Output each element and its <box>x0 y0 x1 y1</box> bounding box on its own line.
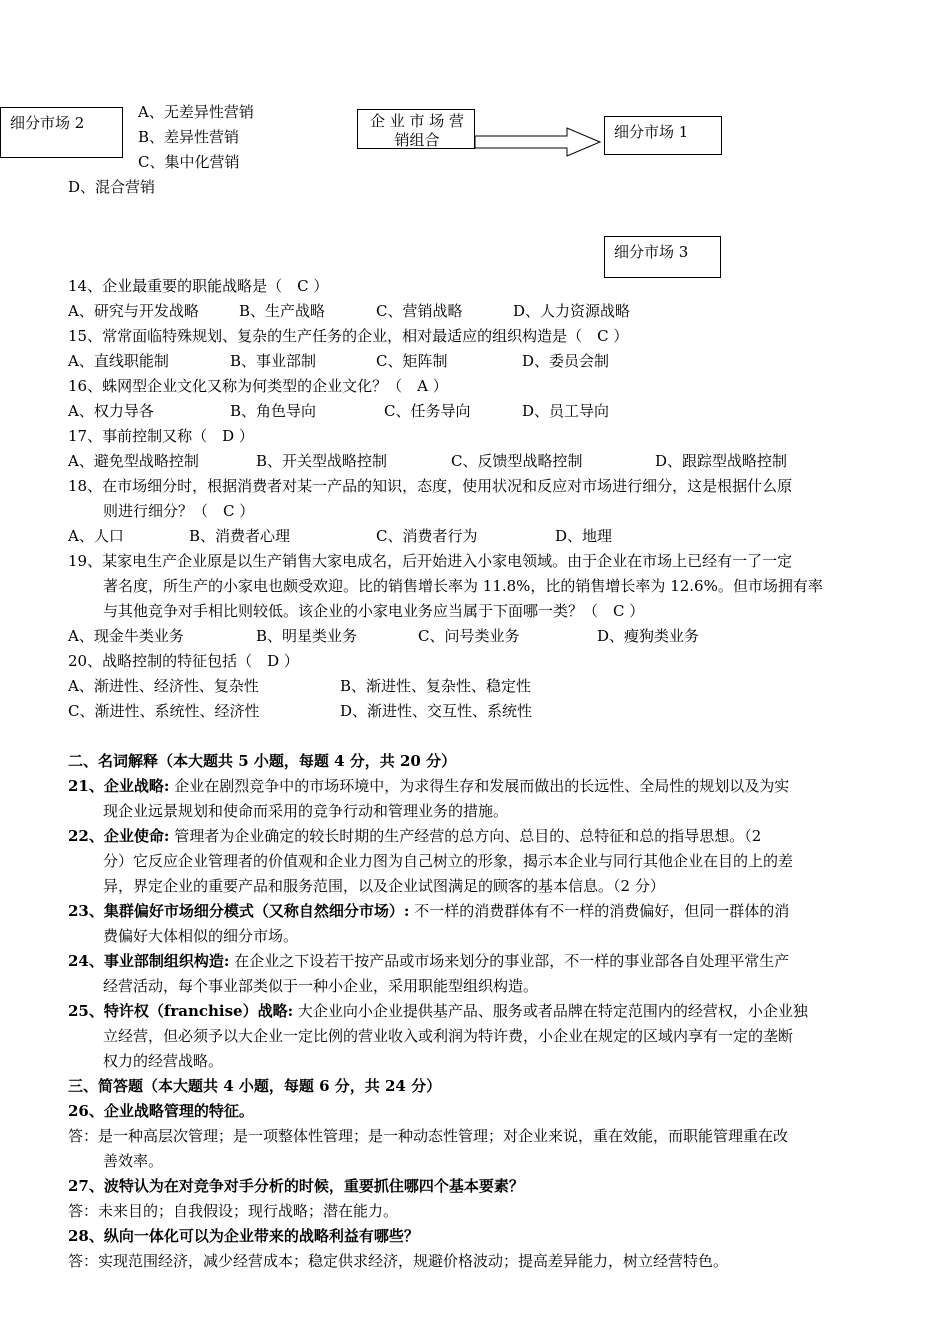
q23-def-1: 不一样的消费群体有不一样的消费偏好，但同一群体的消 <box>409 902 790 920</box>
q21-def-2: 现企业远景规划和使命而采用的竞争行动和管理业务的措施。 <box>103 802 509 820</box>
q15-option-d: D、委员会制 <box>522 352 610 370</box>
q19-option-c: C、问号类业务 <box>418 627 520 645</box>
q18-options <box>68 524 612 549</box>
q23-line-1 <box>68 899 789 924</box>
q19-stem-2: 著名度，所生产的小家电也颇受欢迎。比的销售增长率为 11.8%，比的销售增长率为 12.6%。但市场拥有率 <box>103 577 823 595</box>
q16-option-a: A、权力导各 <box>68 402 154 420</box>
q15-option-a: A、直线职能制 <box>68 352 169 370</box>
q18-stem-2: 则进行细分？（ C ） <box>103 502 255 520</box>
option-c: C、集中化营销 <box>138 153 240 171</box>
q24-line-1 <box>68 949 789 974</box>
option-a: A、无差异性营销 <box>138 103 254 121</box>
segment-1-box <box>604 116 722 155</box>
segment-1-label: 细分市场 1 <box>614 123 689 141</box>
q17-stem: 17、事前控制又称（ D ） <box>68 427 254 445</box>
q16-option-c: C、任务导向 <box>384 402 471 420</box>
segment-2-label: 细分市场 2 <box>10 114 85 132</box>
q25-def-1: 大企业向小企业提供基产品、服务或者品牌在特定范围内的经营权，小企业独 <box>293 1002 808 1020</box>
q14-options <box>68 299 630 324</box>
q15-option-c: C、矩阵制 <box>376 352 448 370</box>
q16-option-d: D、员工导向 <box>522 402 610 420</box>
q22-def-2: 分）它反应企业管理者的价值观和企业力图为自己树立的形象，揭示本企业与同行其他企业在目的上的差 <box>103 852 794 870</box>
q15-stem: 15、常常面临特殊规划、复杂的生产任务的企业，相对最适应的组织构造是（ C ） <box>68 327 629 345</box>
q19-option-b: B、明星类业务 <box>256 627 358 645</box>
q23-term: 23、集群偏好市场细分模式（又称自然细分市场）: <box>68 902 410 920</box>
q20-options-cd <box>68 699 532 724</box>
q19-stem-3: 与其他竞争对手相比则较低。该企业的小家电业务应当属于下面哪一类？（ C ） <box>103 602 645 620</box>
q18-option-c: C、消费者行为 <box>376 527 478 545</box>
q17-option-b: B、开关型战略控制 <box>256 452 388 470</box>
q21-term: 21、企业战略: <box>68 777 170 795</box>
q14-option-d: D、人力资源战略 <box>513 302 631 320</box>
q20-option-c: C、渐进性、系统性、经济性 <box>68 702 260 720</box>
q14-option-b: B、生产战略 <box>239 302 326 320</box>
q24-term: 24、事业部制组织构造: <box>68 952 230 970</box>
segment-2-box <box>0 107 123 158</box>
q21-def-1: 企业在剧烈竞争中的市场环境中，为求得生存和发展而做出的长远性、全局性的规划以及为实 <box>169 777 790 795</box>
q26-answer-2: 善效率。 <box>103 1152 164 1170</box>
q21-line-1 <box>68 774 789 799</box>
q25-def-2: 立经营，但必须予以大企业一定比例的营业收入或利润为特许费，小企业在规定的区域内享有一定的垄断 <box>103 1027 794 1045</box>
q26-answer-1: 答：是一种高层次管理；是一项整体性管理；是一种动态性管理；对企业来说，重在效能，而职能管理重在改 <box>68 1127 789 1145</box>
q19-option-d: D、瘦狗类业务 <box>597 627 700 645</box>
q16-stem: 16、蛛网型企业文化又称为何类型的企业文化？（ A ） <box>68 377 448 395</box>
q18-stem-1: 18、在市场细分时，根据消费者对某一产品的知识，态度，使用状况和反应对市场进行细分，这是根据什么原 <box>68 477 793 495</box>
q22-line-1 <box>68 824 761 849</box>
q18-option-d: D、地理 <box>555 527 613 545</box>
q27-answer: 答：未来目的；自我假设；现行战略；潜在能力。 <box>68 1202 399 1220</box>
q22-def-3: 异，界定企业的重要产品和服务范围，以及企业试图满足的顾客的基本信息。（2 分） <box>103 877 665 895</box>
q25-term: 25、特许权（franchise）战略: <box>68 1002 294 1020</box>
q28-answer: 答：实现范围经济，减少经营成本；稳定供求经济，规避价格波动；提高差异能力，树立经营特色。 <box>68 1252 729 1270</box>
q20-stem: 20、战略控制的特征包括（ D ） <box>68 652 299 670</box>
option-d: D、混合营销 <box>68 178 156 196</box>
q20-option-a: A、渐进性、经济性、复杂性 <box>68 677 259 695</box>
q17-option-a: A、避免型战略控制 <box>68 452 199 470</box>
q14-stem: 14、企业最重要的职能战略是（ C ） <box>68 277 329 295</box>
q24-def-2: 经营活动，每个事业部类似于一种小企业，采用职能型组织构造。 <box>103 977 539 995</box>
marketing-mix-box <box>357 109 475 149</box>
q28-question: 28、纵向一体化可以为企业带来的战略利益有哪些？ <box>68 1227 419 1245</box>
section-2-title: 二、名词解释（本大题共 5 小题，每题 4 分，共 20 分） <box>68 752 457 770</box>
q24-def-1: 在企业之下设若干按产品或市场来划分的事业部，不一样的事业部各自处理平常生产 <box>229 952 790 970</box>
q22-term: 22、企业使命: <box>68 827 170 845</box>
q20-option-b: B、渐进性、复杂性、稳定性 <box>340 677 532 695</box>
q22-def-1: 管理者为企业确定的较长时期的生产经营的总方向、总目的、总特征和总的指导思想。（2 <box>169 827 762 845</box>
q27-question: 27、波特认为在对竞争对手分析的时候，重要抓住哪四个基本要素？ <box>68 1177 524 1195</box>
q26-question: 26、企业战略管理的特征。 <box>68 1102 254 1120</box>
q15-options <box>68 349 609 374</box>
q14-option-a: A、研究与开发战略 <box>68 302 199 320</box>
q20-option-d: D、渐进性、交互性、系统性 <box>340 702 533 720</box>
q16-option-b: B、角色导向 <box>230 402 317 420</box>
q19-option-a: A、现金牛类业务 <box>68 627 184 645</box>
q17-option-d: D、跟踪型战略控制 <box>655 452 788 470</box>
q20-options-ab <box>68 674 531 699</box>
q16-options <box>68 399 609 424</box>
q18-option-b: B、消费者心理 <box>189 527 291 545</box>
section-3-title: 三、简答题（本大题共 4 小题，每题 6 分，共 24 分） <box>68 1077 442 1095</box>
segment-3-box <box>604 236 721 278</box>
marketing-mix-label: 企 业 市 场 营 销组合 <box>369 112 465 149</box>
segment-3-label: 细分市场 3 <box>614 243 689 261</box>
option-b: B、差异性营销 <box>138 128 240 146</box>
q25-def-3: 权力的经营战略。 <box>103 1052 224 1070</box>
q19-options <box>68 624 699 649</box>
q23-def-2: 费偏好大体相似的细分市场。 <box>103 927 299 945</box>
q19-stem-1: 19、某家电生产企业原是以生产销售大家电成名，后开始进入小家电领域。由于企业在市场上已经有一了一定 <box>68 552 793 570</box>
q17-option-c: C、反馈型战略控制 <box>451 452 583 470</box>
q17-options <box>68 449 787 474</box>
q15-option-b: B、事业部制 <box>230 352 317 370</box>
q25-line-1 <box>68 999 808 1024</box>
q14-option-c: C、营销战略 <box>376 302 463 320</box>
q18-option-a: A、人口 <box>68 527 124 545</box>
arrow-right-icon <box>475 126 605 158</box>
